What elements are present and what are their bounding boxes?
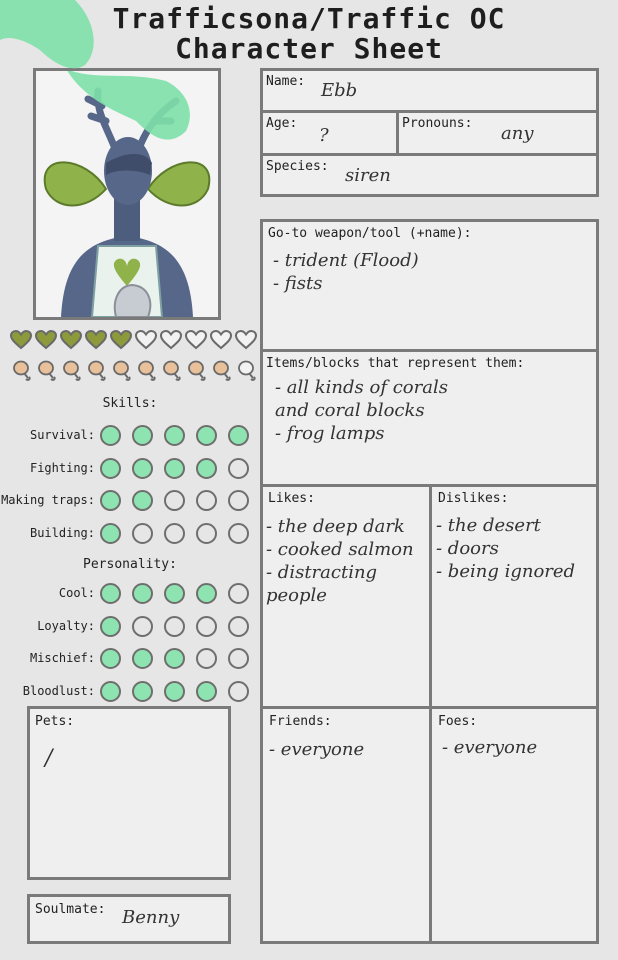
foes-box (429, 706, 599, 944)
rating-dot (100, 583, 121, 604)
personality-row-label: Loyalty: (37, 618, 95, 633)
species-box (260, 153, 599, 197)
rating-dot (132, 523, 153, 544)
dislikes-box (429, 484, 599, 709)
name-value: Ebb (321, 80, 358, 101)
pronouns-box (396, 110, 599, 156)
items-label: Items/blocks that represent them: (266, 356, 525, 371)
items-line-1: - all kinds of corals (275, 377, 448, 398)
weapon-label: Go-to weapon/tool (+name): (268, 226, 472, 241)
drumstick-icon (237, 360, 258, 382)
rating-dot (196, 458, 217, 479)
heart-icon (185, 330, 207, 350)
skills-rating (100, 490, 249, 511)
friends-line-1: - everyone (269, 739, 365, 760)
weapon-line-1: - trident (Flood) (273, 250, 419, 271)
heart-icon (10, 330, 32, 350)
personality-row-label: Bloodlust: (22, 683, 95, 698)
likes-line-4: people (266, 585, 327, 606)
rating-dot (228, 616, 249, 637)
soulmate-box (27, 894, 231, 944)
drumstick-icon (187, 360, 208, 382)
sheet-title-line2: Character Sheet (175, 32, 443, 65)
rating-dot (100, 458, 121, 479)
rating-dot (164, 583, 185, 604)
rating-dot (132, 648, 153, 669)
sheet-title-line1: Trafficsona/Traffic OC (112, 2, 506, 35)
personality-heading: Personality: (83, 557, 177, 572)
rating-dot (164, 523, 185, 544)
heart-icon (85, 330, 107, 350)
rating-dot (196, 425, 217, 446)
rating-dot (164, 490, 185, 511)
pets-value: / (45, 746, 53, 771)
drumstick-icon (62, 360, 83, 382)
rating-dot (132, 616, 153, 637)
likes-line-2: - cooked salmon (266, 539, 414, 560)
hunger-bar (12, 360, 258, 382)
rating-dot (100, 616, 121, 637)
name-label: Name: (266, 74, 306, 89)
rating-dot (164, 425, 185, 446)
drumstick-icon (112, 360, 133, 382)
drumstick-icon (87, 360, 108, 382)
health-bar (10, 330, 257, 350)
likes-box (260, 484, 432, 709)
flame-decoration (0, 0, 110, 75)
weapon-line-2: - fists (273, 273, 323, 294)
personality-rating (100, 681, 249, 702)
dislikes-line-3: - being ignored (436, 561, 576, 582)
items-box (260, 349, 599, 487)
likes-line-1: - the deep dark (266, 516, 405, 537)
rating-dot (228, 523, 249, 544)
skills-rating (100, 425, 249, 446)
rating-dot (228, 648, 249, 669)
rating-dot (132, 490, 153, 511)
rating-dot (228, 425, 249, 446)
foes-line-1: - everyone (442, 737, 538, 758)
drumstick-icon (137, 360, 158, 382)
rating-dot (100, 648, 121, 669)
rating-dot (196, 681, 217, 702)
pronouns-value: any (501, 123, 534, 144)
age-label: Age: (266, 116, 298, 131)
likes-line-3: - distracting (266, 562, 378, 583)
soulmate-value: Benny (122, 907, 180, 928)
rating-dot (164, 648, 185, 669)
friends-label: Friends: (269, 714, 332, 729)
rating-dot (196, 648, 217, 669)
drumstick-icon (212, 360, 233, 382)
skills-row-label: Building: (29, 525, 95, 540)
heart-icon (235, 330, 257, 350)
age-box (260, 110, 399, 156)
items-line-2: and coral blocks (275, 400, 425, 421)
species-label: Species: (266, 159, 329, 174)
soulmate-label: Soulmate: (35, 902, 106, 917)
items-line-3: - frog lamps (275, 423, 385, 444)
dislikes-line-2: - doors (436, 538, 499, 559)
skills-row-label: Fighting: (29, 460, 95, 475)
personality-row-label: Mischief: (29, 651, 95, 665)
drumstick-icon (162, 360, 183, 382)
rating-dot (196, 523, 217, 544)
rating-dot (132, 458, 153, 479)
rating-dot (228, 681, 249, 702)
rating-dot (228, 583, 249, 604)
dislikes-line-1: - the desert (436, 515, 541, 536)
rating-dot (132, 681, 153, 702)
likes-label: Likes: (268, 491, 315, 506)
heart-icon (160, 330, 182, 350)
personality-rating (100, 648, 249, 669)
rating-dot (196, 490, 217, 511)
heart-icon (60, 330, 82, 350)
rating-dot (196, 583, 217, 604)
heart-icon (210, 330, 232, 350)
pronouns-label: Pronouns: (402, 116, 473, 131)
rating-dot (228, 490, 249, 511)
rating-dot (228, 458, 249, 479)
portrait-frame (33, 68, 221, 320)
rating-dot (164, 616, 185, 637)
rating-dot (132, 425, 153, 446)
personality-row-label: Cool: (58, 586, 95, 600)
pets-box (27, 706, 231, 880)
rating-dot (100, 523, 121, 544)
drumstick-icon (12, 360, 33, 382)
rating-dot (100, 425, 121, 446)
drumstick-icon (37, 360, 58, 382)
skills-rating (100, 523, 249, 544)
weapon-box (260, 219, 599, 352)
age-value: ? (319, 125, 329, 146)
personality-rating (100, 583, 249, 604)
rating-dot (164, 458, 185, 479)
species-value: siren (345, 165, 391, 186)
name-box (260, 68, 599, 113)
rating-dot (164, 681, 185, 702)
friends-box (260, 706, 432, 944)
pets-label: Pets: (35, 714, 75, 729)
dislikes-label: Dislikes: (438, 491, 509, 506)
personality-rating (100, 616, 249, 637)
skills-rating (100, 458, 249, 479)
heart-icon (110, 330, 132, 350)
skills-row-label: Making traps: (1, 493, 95, 507)
character-portrait (36, 71, 218, 317)
skills-row-label: Survival: (29, 428, 95, 442)
rating-dot (100, 490, 121, 511)
heart-icon (135, 330, 157, 350)
foes-label: Foes: (438, 714, 478, 729)
rating-dot (100, 681, 121, 702)
heart-icon (35, 330, 57, 350)
rating-dot (196, 616, 217, 637)
rating-dot (132, 583, 153, 604)
skills-heading: Skills: (102, 396, 158, 411)
